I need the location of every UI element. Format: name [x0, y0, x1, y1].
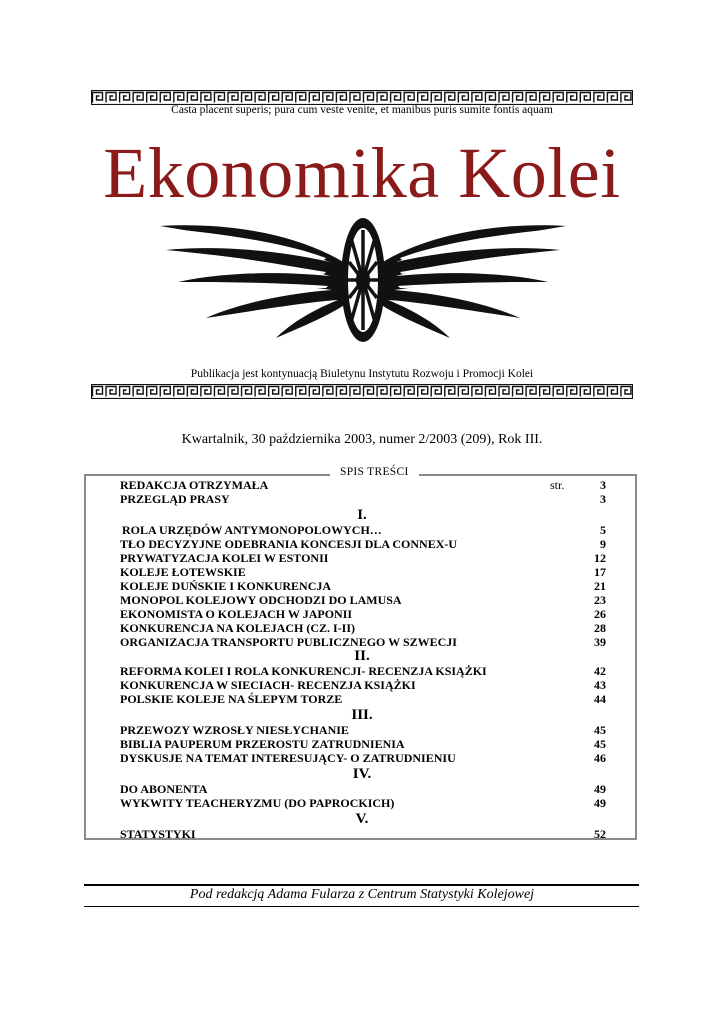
section-heading-2: II.	[354, 648, 370, 664]
motto: Casta placent superis; pura cum veste venite, et manibus puris sumite fontis aquam	[171, 104, 553, 116]
winged-wheel-emblem	[158, 214, 568, 344]
greek-key-border-top	[91, 90, 633, 105]
greek-key-border-bottom	[91, 384, 633, 399]
footer-rule-top	[84, 884, 639, 886]
section-heading-4: IV.	[352, 766, 372, 782]
page-column-label: str.	[550, 478, 565, 492]
journal-title: Ekonomika Kolei	[103, 133, 621, 213]
issue-line: Kwartalnik, 30 października 2003, numer 2/2003 (209), Rok III.	[181, 432, 543, 447]
toc-label: SPIS TREŚCI	[330, 466, 419, 478]
editor-credit: Pod redakcją Adama Fularza z Centrum Statystyki Kolejowej	[189, 887, 535, 902]
continuation-note: Publikacja jest kontynuacją Biuletynu Instytutu Rozwoju i Promocji Kolei	[190, 368, 534, 380]
section-heading-5: V.	[355, 811, 369, 827]
section-heading-3: III.	[351, 707, 373, 723]
footer-rule-bottom	[84, 906, 639, 907]
section-heading-1: I.	[357, 507, 367, 523]
